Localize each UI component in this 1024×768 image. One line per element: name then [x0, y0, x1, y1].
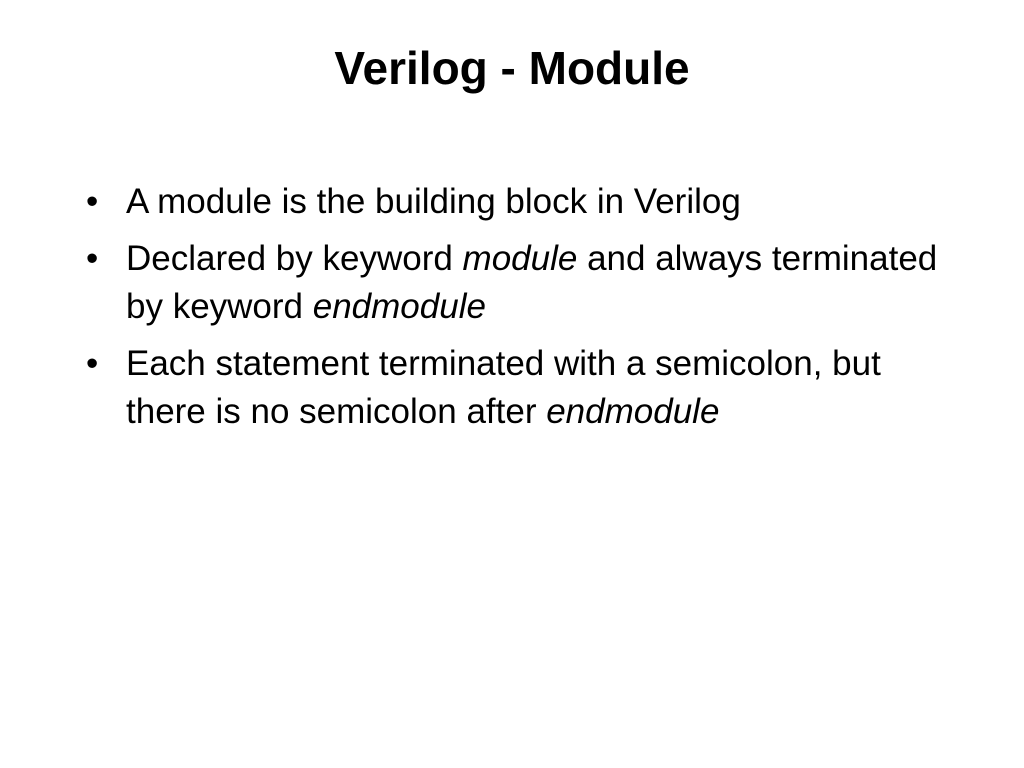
- bullet-text: A module is the building block in Verilog: [126, 182, 741, 221]
- slide-title: Verilog - Module: [334, 42, 690, 94]
- keyword-endmodule: endmodule: [546, 392, 720, 431]
- bullet-item-3: [86, 340, 966, 436]
- bullet-icon: •: [86, 344, 99, 383]
- bullet-item-1: [86, 178, 966, 226]
- bullet-item-2: [86, 235, 966, 331]
- bullet-text: Declared by keyword: [126, 239, 463, 278]
- keyword-module: module: [462, 239, 578, 278]
- bullet-icon: •: [86, 239, 99, 278]
- bullet-text: Each statement terminated with a semicolon, but there is no semicolon after: [126, 344, 881, 431]
- bullet-icon: •: [86, 182, 99, 221]
- bullet-text: and always terminated by keyword: [126, 239, 938, 326]
- bullet-list: [86, 178, 966, 445]
- keyword-endmodule: endmodule: [312, 287, 486, 326]
